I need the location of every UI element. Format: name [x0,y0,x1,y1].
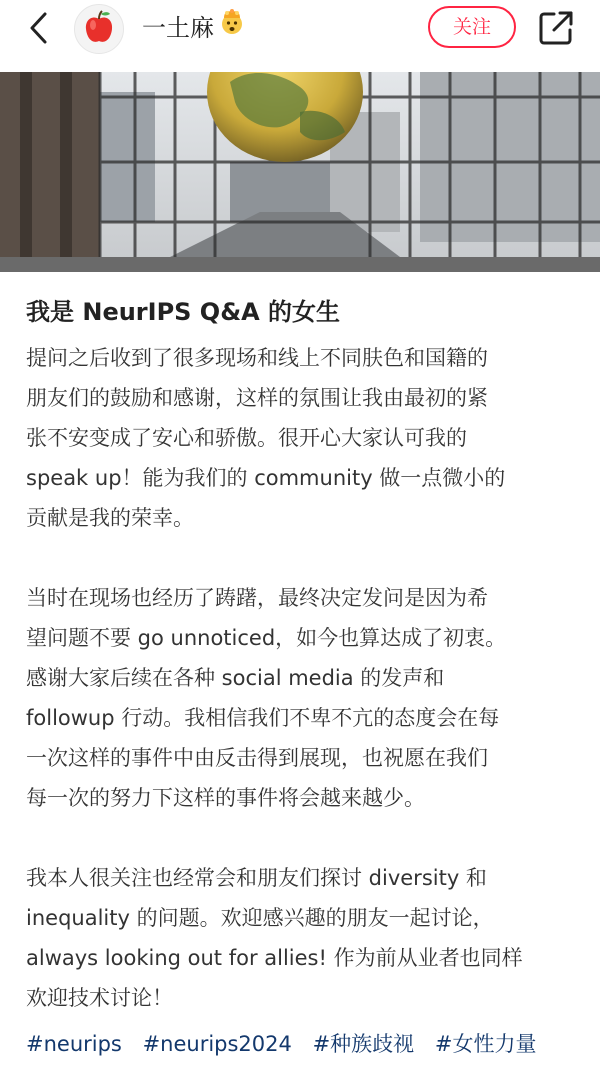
paragraph-2 [26,578,582,818]
post-title: 我是 NeurIPS Q&A 的女生 [26,298,341,326]
share-icon [536,8,576,48]
text-line: 我本人很关注也经常会和朋友们探讨 diversity 和 [26,866,487,890]
text-line: 提问之后收到了很多现场和线上不同肤色和国籍的 [26,346,488,370]
paragraph-gap [26,538,582,578]
hashtag[interactable]: #种族歧视 [312,1032,415,1056]
text-line: 欢迎技术讨论！ [26,986,173,1010]
text-line: followup 行动。我相信我们不卑不亢的态度会在每 [26,706,500,730]
chevron-left-icon [27,11,49,45]
text-line: 感谢大家后续在各种 social media 的发声和 [26,666,445,690]
text-line: 贡献是我的荣幸。 [26,506,194,530]
paragraph-gap [26,818,582,858]
text-line: 望问题不要 go unnoticed，如今也算达成了初衷。 [26,626,507,650]
text-line: speak up！能为我们的 community 做一点微小的 [26,466,506,490]
hashtag-list [26,1024,582,1064]
text-line: 每一次的努力下这样的事件将会越来越少。 [26,786,425,810]
text-line: always looking out for allies! 作为前从业者也同样 [26,946,523,970]
post-content [26,290,582,1064]
apple-avatar-icon [75,5,123,53]
text-line: 朋友们的鼓励和感谢，这样的氛围让我由最初的紧 [26,386,488,410]
top-bar [0,0,600,72]
back-button[interactable] [18,8,58,48]
hashtag[interactable]: #neurips2024 [142,1032,292,1056]
share-button[interactable] [536,8,576,48]
paragraph-1 [26,338,582,538]
text-line: 张不安变成了安心和骄傲。很开心大家认可我的 [26,426,467,450]
text-line: 当时在现场也经历了踌躇，最终决定发问是因为希 [26,586,488,610]
text-line: inequality 的问题。欢迎感兴趣的朋友一起讨论， [26,906,494,930]
follow-button[interactable]: 关注 [428,6,516,48]
hashtag[interactable]: #女性力量 [434,1032,537,1056]
username-text: 一土麻 [142,14,214,42]
avatar[interactable] [74,4,124,54]
text-line: 一次这样的事件中由反击得到展现，也祝愿在我们 [26,746,488,770]
paragraph-3 [26,858,582,1018]
hashtag[interactable]: #neurips [26,1032,122,1056]
post-image[interactable] [0,72,600,272]
globe-atrium-photo [0,72,600,272]
username[interactable] [142,10,246,46]
exploding-head-emoji-icon [218,8,246,46]
